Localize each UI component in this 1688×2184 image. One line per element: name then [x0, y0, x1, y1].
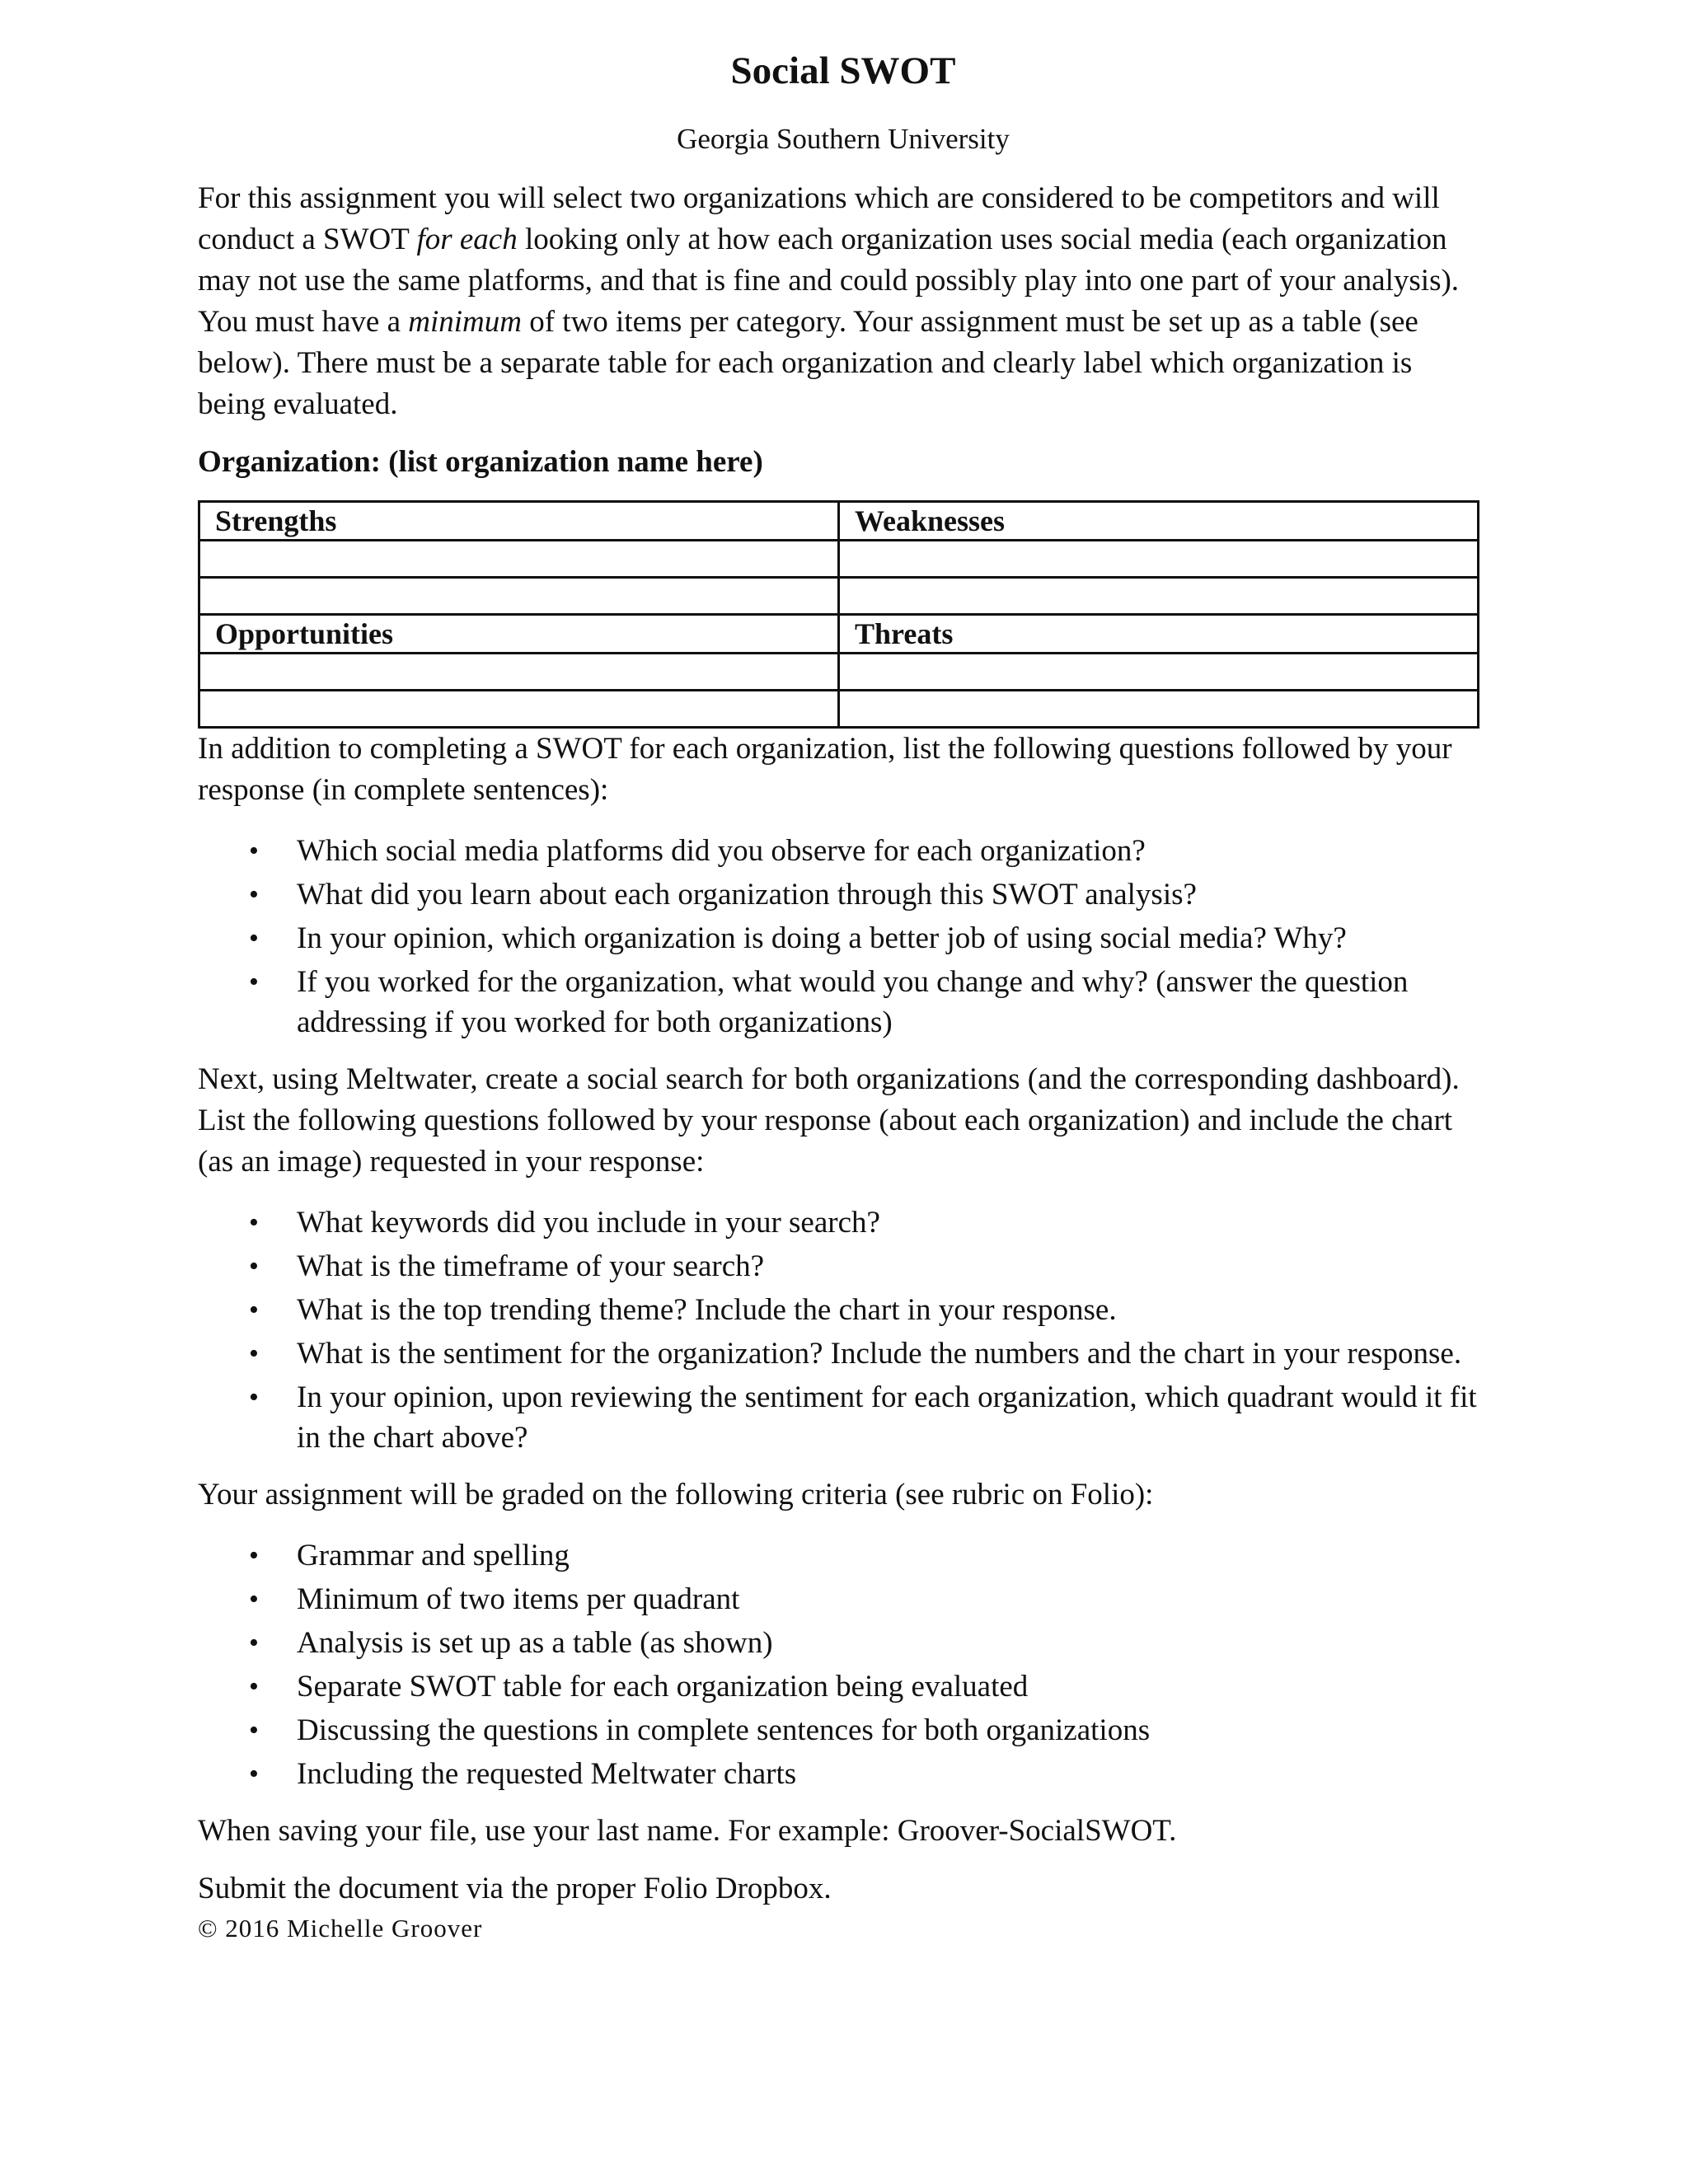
list-item-text: Which social media platforms did you observe for each organization?	[297, 834, 1146, 868]
section1-list	[198, 831, 1480, 1043]
list-item-text: In your opinion, which organization is doing a better job of using social media? Why?	[297, 921, 1347, 955]
table-row	[199, 541, 1479, 578]
weaknesses-cell	[839, 578, 1479, 615]
list-item-text: What did you learn about each organization through this SWOT analysis?	[297, 878, 1197, 912]
section2-text: Next, using Meltwater, create a social search for both organizations (and the corresponding dashboard). List the following questions followed by your response (about each organization) and include the chart (as an image) requested in your response:	[198, 1062, 1460, 1179]
list-item	[198, 1246, 1480, 1286]
list-item-text: Grammar and spelling	[297, 1539, 570, 1572]
bullet-icon: •	[249, 1338, 259, 1369]
list-item	[198, 1290, 1480, 1330]
table-row	[199, 654, 1479, 691]
intro-emphasis-minimum: minimum	[408, 305, 522, 339]
list-item-text: What is the top trending theme? Include the chart in your response.	[297, 1293, 1117, 1327]
threats-header: Threats	[839, 615, 1479, 654]
section1-text: In addition to completing a SWOT for each organization, list the following questions followed by your response (in complete sentences):	[198, 732, 1452, 807]
bullet-icon: •	[249, 1584, 259, 1615]
bullet-icon: •	[249, 1251, 259, 1282]
organization-heading: Organization: (list organization name here)	[198, 445, 763, 479]
list-item	[198, 1535, 1480, 1576]
bullet-icon: •	[249, 836, 259, 866]
bullet-icon: •	[249, 1382, 259, 1413]
bullet-icon: •	[249, 967, 259, 997]
bullet-icon: •	[249, 1295, 259, 1325]
page-subtitle: Georgia Southern University	[677, 123, 1010, 155]
strengths-cell	[199, 541, 839, 578]
list-item	[198, 831, 1480, 871]
list-item-text: Minimum of two items per quadrant	[297, 1582, 740, 1616]
list-item-text: If you worked for the organization, what would you change and why? (answer the question addressing if you worked for both organizations)	[297, 965, 1409, 1039]
list-item	[198, 1623, 1480, 1663]
intro-text-1: For this assignment you will select two organizations which are considered to be competitors and will conduct a SWOT	[198, 181, 1440, 256]
list-item	[198, 1377, 1480, 1458]
strengths-header: Strengths	[199, 502, 839, 541]
list-item-text: What keywords did you include in your search?	[297, 1206, 880, 1240]
bullet-icon: •	[249, 879, 259, 910]
opportunities-cell	[199, 691, 839, 728]
copyright-notice: © 2016 Michelle Groover	[198, 1914, 483, 1943]
weaknesses-header: Weaknesses	[839, 502, 1479, 541]
bullet-icon: •	[249, 1671, 259, 1702]
table-row	[199, 578, 1479, 615]
saving-note: When saving your file, use your last name. For example: Groover-SocialSWOT.	[198, 1814, 1177, 1848]
opportunities-header: Opportunities	[199, 615, 839, 654]
intro-text-3: of two items per category. Your assignment must be set up as a table (see below). There must be a separate table for each organization and clearly label which organization is being evaluated.	[198, 305, 1418, 421]
list-item	[198, 962, 1480, 1043]
list-item-text: Discussing the questions in complete sentences for both organizations	[297, 1713, 1151, 1747]
section3-text: Your assignment will be graded on the following criteria (see rubric on Folio):	[198, 1478, 1154, 1511]
list-item	[198, 1666, 1480, 1707]
intro-text-2: looking only at how each organization uses social media (each organization may not use the same platforms, and that is fine and could possibly play into one part of your analysis). You must have a	[198, 223, 1460, 339]
list-item	[198, 1333, 1480, 1374]
strengths-cell	[199, 578, 839, 615]
list-item-text: What is the timeframe of your search?	[297, 1249, 765, 1283]
section3-list	[198, 1535, 1480, 1794]
swot-table	[198, 500, 1479, 729]
bullet-icon: •	[249, 1759, 259, 1789]
document-page	[198, 43, 1480, 1946]
list-item	[198, 1754, 1480, 1794]
table-row	[199, 615, 1479, 654]
list-item-text: Separate SWOT table for each organization being evaluated	[297, 1670, 1029, 1704]
threats-cell	[839, 691, 1479, 728]
table-row	[199, 691, 1479, 728]
bullet-icon: •	[249, 1628, 259, 1658]
list-item-text: What is the sentiment for the organization? Include the numbers and the chart in your response.	[297, 1337, 1462, 1371]
list-item	[198, 1202, 1480, 1243]
section2-list	[198, 1202, 1480, 1458]
list-item-text: Analysis is set up as a table (as shown)	[297, 1626, 773, 1660]
list-item-text: Including the requested Meltwater charts	[297, 1757, 797, 1791]
list-item	[198, 1710, 1480, 1750]
list-item	[198, 918, 1480, 958]
bullet-icon: •	[249, 1540, 259, 1571]
list-item-text: In your opinion, upon reviewing the sentiment for each organization, which quadrant would it fit in the chart above?	[297, 1380, 1477, 1455]
bullet-icon: •	[249, 923, 259, 954]
intro-paragraph	[198, 178, 1480, 425]
bullet-icon: •	[249, 1207, 259, 1238]
threats-cell	[839, 654, 1479, 691]
weaknesses-cell	[839, 541, 1479, 578]
bullet-icon: •	[249, 1715, 259, 1746]
intro-emphasis-for-each: for each	[416, 223, 518, 256]
table-row	[199, 502, 1479, 541]
opportunities-cell	[199, 654, 839, 691]
page-title: Social SWOT	[730, 49, 956, 92]
list-item	[198, 874, 1480, 915]
list-item	[198, 1579, 1480, 1619]
submit-note: Submit the document via the proper Folio Dropbox.	[198, 1872, 832, 1905]
